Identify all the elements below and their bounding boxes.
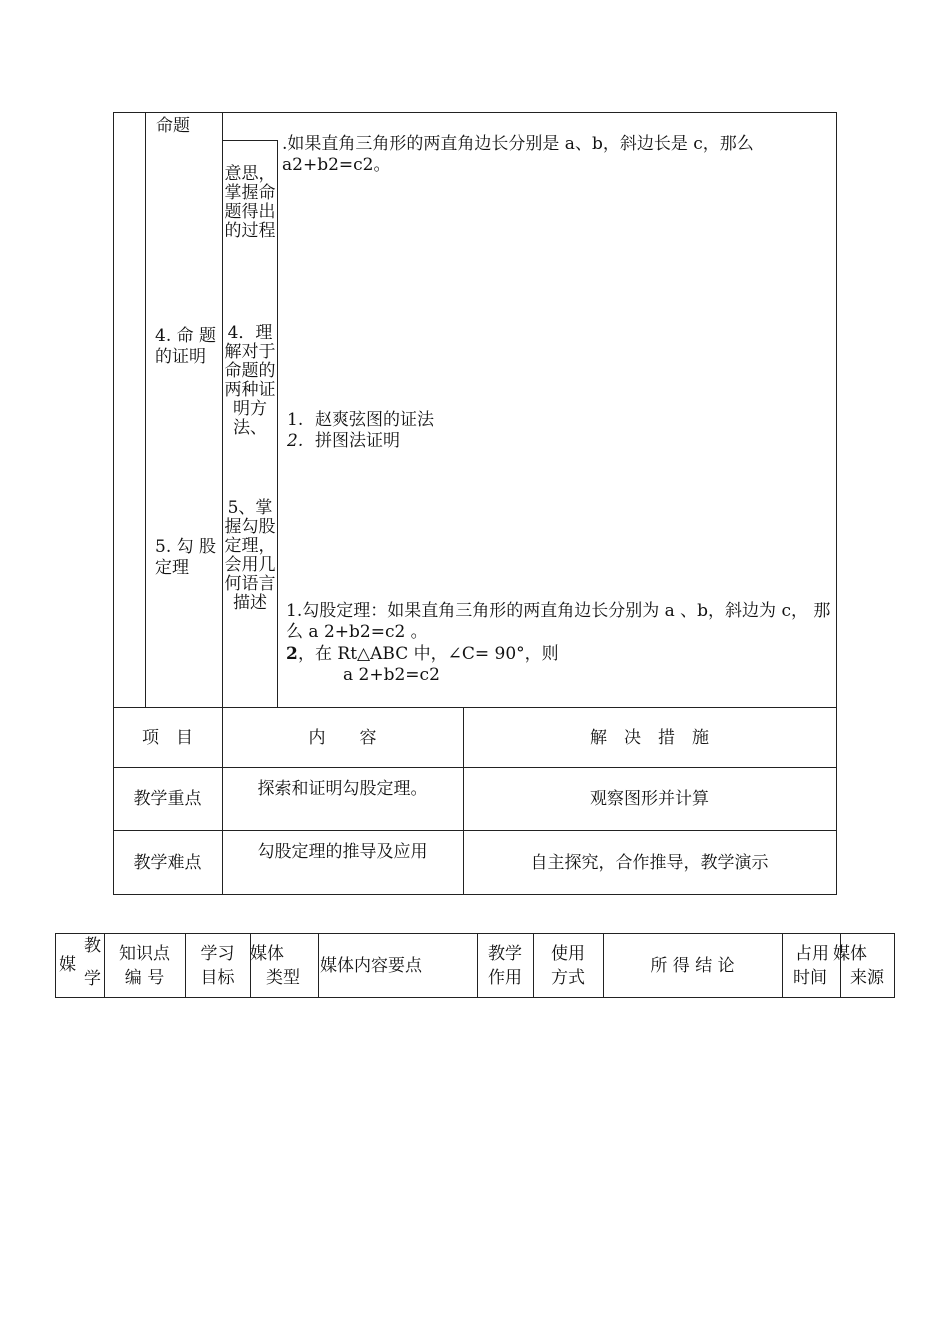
table-border <box>782 933 783 997</box>
table-border <box>277 140 278 707</box>
content-theorem-formula: a 2+b2=c2 <box>343 665 440 685</box>
content-theorem: 1.勾股定理：如果直角三角形的两直角边长分别为 a 、b，斜边为 c， 那么 a 2+b2=c2 。 <box>286 601 831 642</box>
media-header-content-points: 媒体内容要点 <box>320 956 422 976</box>
table-border <box>836 112 837 894</box>
list-item: 拼图法证明 <box>315 431 400 451</box>
media-header-teaching: 教学 <box>488 944 522 964</box>
media-header-occupy: 占用 <box>795 944 829 964</box>
header-measure: 解 决 措 施 <box>590 728 709 748</box>
media-header-study: 学习 <box>200 944 235 964</box>
row-label-difficulty: 教学难点 <box>133 853 202 873</box>
list-item: 赵爽弦图的证法 <box>315 410 434 430</box>
topic-proposition: 命题 <box>156 116 190 136</box>
media-header-use: 使用 <box>551 944 585 964</box>
media-header-learn: 学 <box>84 969 101 989</box>
media-header-goal: 目标 <box>200 968 235 988</box>
media-header-media-kind: 媒体 <box>250 944 284 964</box>
topic-proof: 4. 命 题 的证明 <box>155 326 217 367</box>
topic-theorem: 5. 勾 股 定理 <box>155 537 217 578</box>
table-border <box>55 933 56 997</box>
content-proposition: .如果直角三角形的两直角边长分别是 a、b，斜边长是 c，那么 a2+b2=c2。 <box>282 134 754 175</box>
table-border <box>113 894 837 895</box>
row-content-difficulty: 勾股定理的推导及应用 <box>257 842 428 862</box>
table-border <box>55 997 895 998</box>
content-theorem-geometry: ，在 Rt△ABC 中，∠C= 90°，则 <box>298 644 559 664</box>
list-item-number: 1. <box>287 410 304 430</box>
media-header-knowledge: 知识点 <box>119 944 170 964</box>
table-border <box>113 112 114 894</box>
goal-text-3: 5、掌握勾股定理，会用几何语言描述 <box>224 498 276 613</box>
table-border <box>222 140 278 141</box>
media-header-method: 方式 <box>551 968 585 988</box>
media-header-role: 作用 <box>488 968 522 988</box>
row-measure-key-point: 观察图形并计算 <box>590 789 709 809</box>
table-border <box>318 933 319 997</box>
table-border <box>250 933 251 997</box>
media-header-type: 类型 <box>266 968 300 988</box>
media-header-time: 时间 <box>793 968 827 988</box>
goal-text-2: 4．理解对于命题的两种证明方法、 <box>224 323 276 438</box>
table-border <box>55 933 895 934</box>
media-header-media: 媒 <box>59 955 76 975</box>
media-header-media-origin: 媒体 <box>833 944 867 964</box>
media-header-teach: 教 <box>84 936 101 956</box>
header-content: 内 容 <box>308 728 377 748</box>
goal-text-1: 意思，掌握命题得出的过程 <box>224 164 276 241</box>
media-header-number: 编 号 <box>124 968 165 988</box>
row-measure-difficulty: 自主探究，合作推导，教学演示 <box>530 853 769 873</box>
table-border <box>145 112 146 707</box>
header-item: 项 目 <box>142 728 193 748</box>
list-item-number: 2 <box>286 644 298 664</box>
media-header-conclusion: 所 得 结 论 <box>650 956 735 976</box>
media-header-source: 来源 <box>850 968 884 988</box>
row-label-key-point: 教学重点 <box>133 789 202 809</box>
table-border <box>222 112 223 894</box>
table-border <box>840 933 841 997</box>
row-content-key-point: 探索和证明勾股定理。 <box>257 779 428 799</box>
table-border <box>894 933 895 997</box>
list-item-number: 2. <box>287 431 304 451</box>
